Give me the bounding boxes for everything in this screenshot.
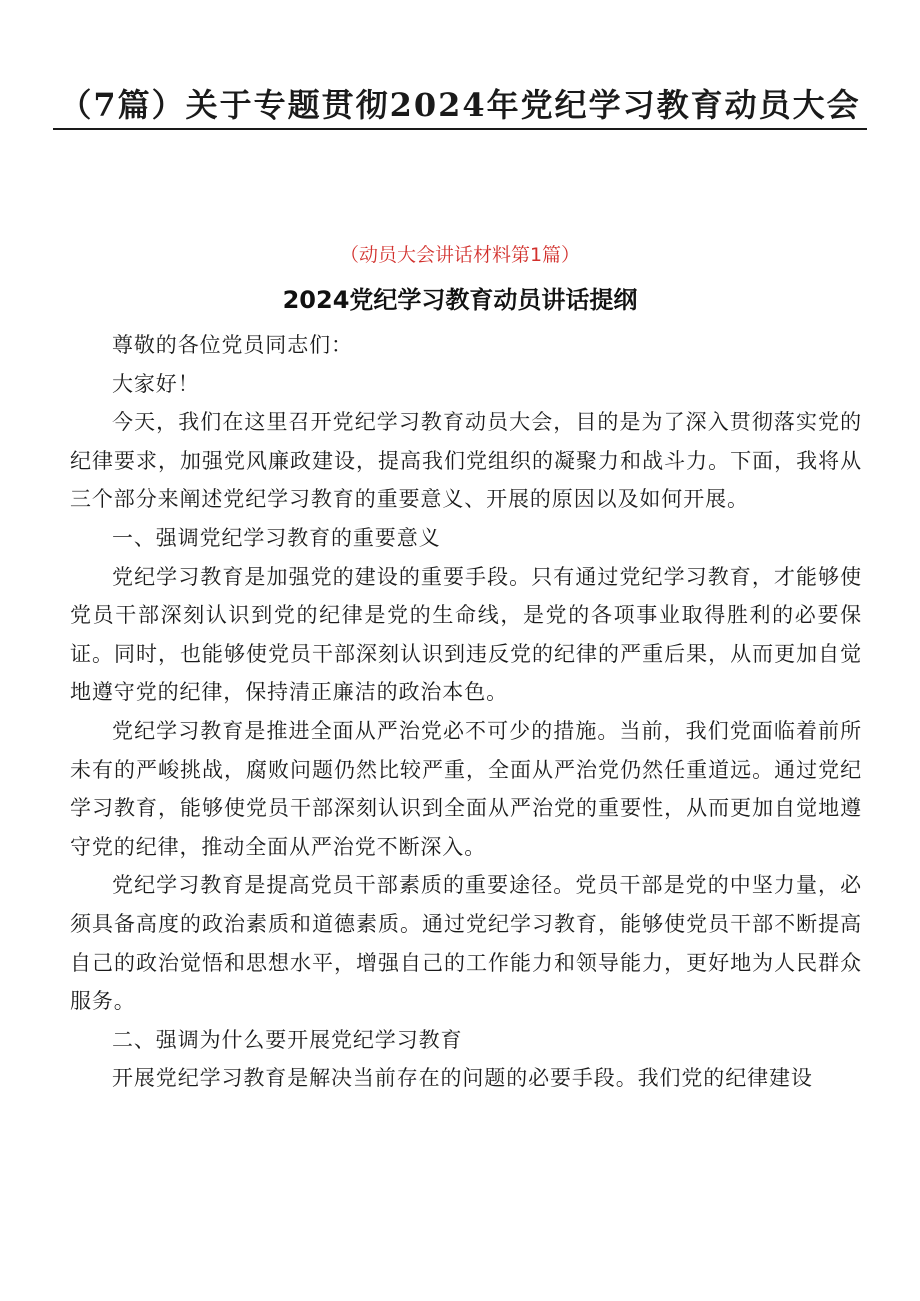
salutation: 尊敬的各位党员同志们： <box>112 333 353 357</box>
greeting: 大家好！ <box>112 371 200 396</box>
paragraph: 开展党纪学习教育是解决当前存在的问题的必要手段。我们党的纪律建设 <box>112 1066 813 1091</box>
section-heading-1: 一、强调党纪学习教育的重要意义 <box>112 525 441 550</box>
section-sub-label: （动员大会讲话材料第1篇） <box>339 244 581 266</box>
paragraph-intro: 今天，我们在这里召开党纪学习教育动员大会，目的是为了深入贯彻落实党的纪律要求，加强党风廉政建设，提高我们党组织的凝聚力和战斗力。下面，我将从三个部分来阐述党纪学习教育的重要意义、开展的原因以及如何开展。 <box>70 410 862 512</box>
paragraph: 党纪学习教育是提高党员干部素质的重要途径。党员干部是党的中坚力量，必须具备高度的政治素质和道德素质。通过党纪学习教育，能够使党员干部不断提高自己的政治觉悟和思想水平，增强自己的工作能力和领导能力，更好地为人民群众服务。 <box>70 873 862 1014</box>
speech-title: 2024党纪学习教育动员讲话提纲 <box>282 286 638 314</box>
section-heading-2: 二、强调为什么要开展党纪学习教育 <box>112 1027 463 1052</box>
document-title-text: （7篇）关于专题贯彻2024年党纪学习教育动员大会 <box>53 82 866 130</box>
paragraph: 党纪学习教育是加强党的建设的重要手段。只有通过党纪学习教育，才能够使党员干部深刻认识到党的纪律是党的生命线，是党的各项事业取得胜利的必要保证。同时，也能够使党员干部深刻认识到违反党的纪律的严重后果，从而更加自觉地遵守党的纪律，保持清正廉洁的政治本色。 <box>70 564 862 705</box>
body-text <box>70 326 862 1098</box>
document-title <box>0 82 920 130</box>
paragraph: 党纪学习教育是推进全面从严治党必不可少的措施。当前，我们党面临着前所未有的严峻挑战，腐败问题仍然比较严重，全面从严治党仍然任重道远。通过党纪学习教育，能够使党员干部深刻认识到全面从严治党的重要性，从而更加自觉地遵守党的纪律，推动全面从严治党不断深入。 <box>70 718 862 859</box>
